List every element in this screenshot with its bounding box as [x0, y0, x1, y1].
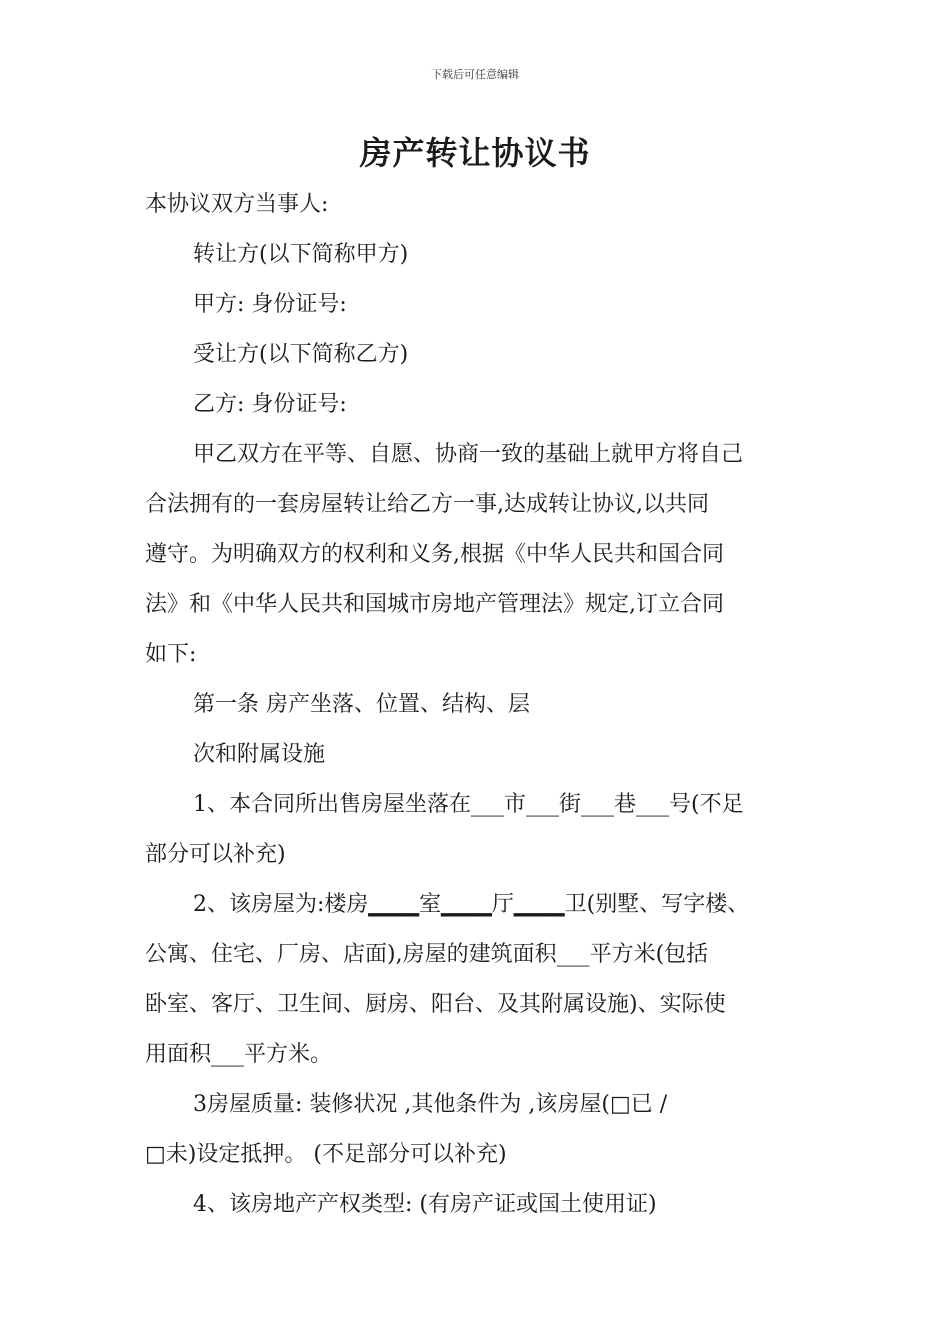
- item-2-line-3: 卧室、客厅、卫生间、厨房、阳台、及其附属设施)、实际使: [145, 992, 726, 1017]
- document-body: [145, 180, 810, 1230]
- item-1-line-1: 1、本合同所出售房屋坐落在___市___街___巷___号(不足: [193, 792, 744, 817]
- header-note: 下载后可任意编辑: [431, 68, 519, 81]
- item-4-line-1: 4、该房地产产权类型: (有房产证或国土使用证): [193, 1192, 657, 1217]
- transferor-label: 转让方(以下简称甲方): [193, 242, 409, 267]
- item-2-line-2: 公寓、住宅、厂房、店面),房屋的建筑面积___平方米(包括: [145, 942, 709, 967]
- preamble-line-4: 法》和《中华人民共和国城市房地产管理法》规定,订立合同: [145, 592, 724, 617]
- parties-intro: 本协议双方当事人:: [145, 192, 329, 217]
- item-2-line-1: 2、该房屋为:楼房▁▁▁室▁▁▁厅▁▁▁卫(别墅、写字楼、: [193, 892, 750, 917]
- item-2-line-4: 用面积___平方米。: [145, 1042, 333, 1067]
- document-title: 房产转让协议书: [359, 134, 591, 172]
- preamble-line-3: 遵守。为明确双方的权利和义务,根据《中华人民共和国合同: [145, 542, 724, 567]
- preamble-line-5: 如下:: [145, 642, 197, 667]
- article-1-heading-line-1: 第一条 房产坐落、位置、结构、层: [193, 692, 530, 717]
- party-b-id-line: 乙方: 身份证号:: [193, 392, 347, 417]
- preamble-line-1: 甲乙双方在平等、自愿、协商一致的基础上就甲方将自己: [193, 442, 744, 467]
- transferee-label: 受让方(以下简称乙方): [193, 342, 409, 367]
- party-a-id-line: 甲方: 身份证号:: [193, 292, 347, 317]
- article-1-heading-line-2: 次和附属设施: [193, 742, 326, 767]
- preamble-line-2: 合法拥有的一套房屋转让给乙方一事,达成转让协议,以共同: [145, 492, 709, 517]
- item-3-line-1: 3房屋质量: 装修状况 ,其他条件为 ,该房屋(□已 /: [193, 1092, 668, 1117]
- item-1-line-2: 部分可以补充): [145, 842, 286, 867]
- item-3-line-2: □未)设定抵押。 (不足部分可以补充): [145, 1142, 507, 1167]
